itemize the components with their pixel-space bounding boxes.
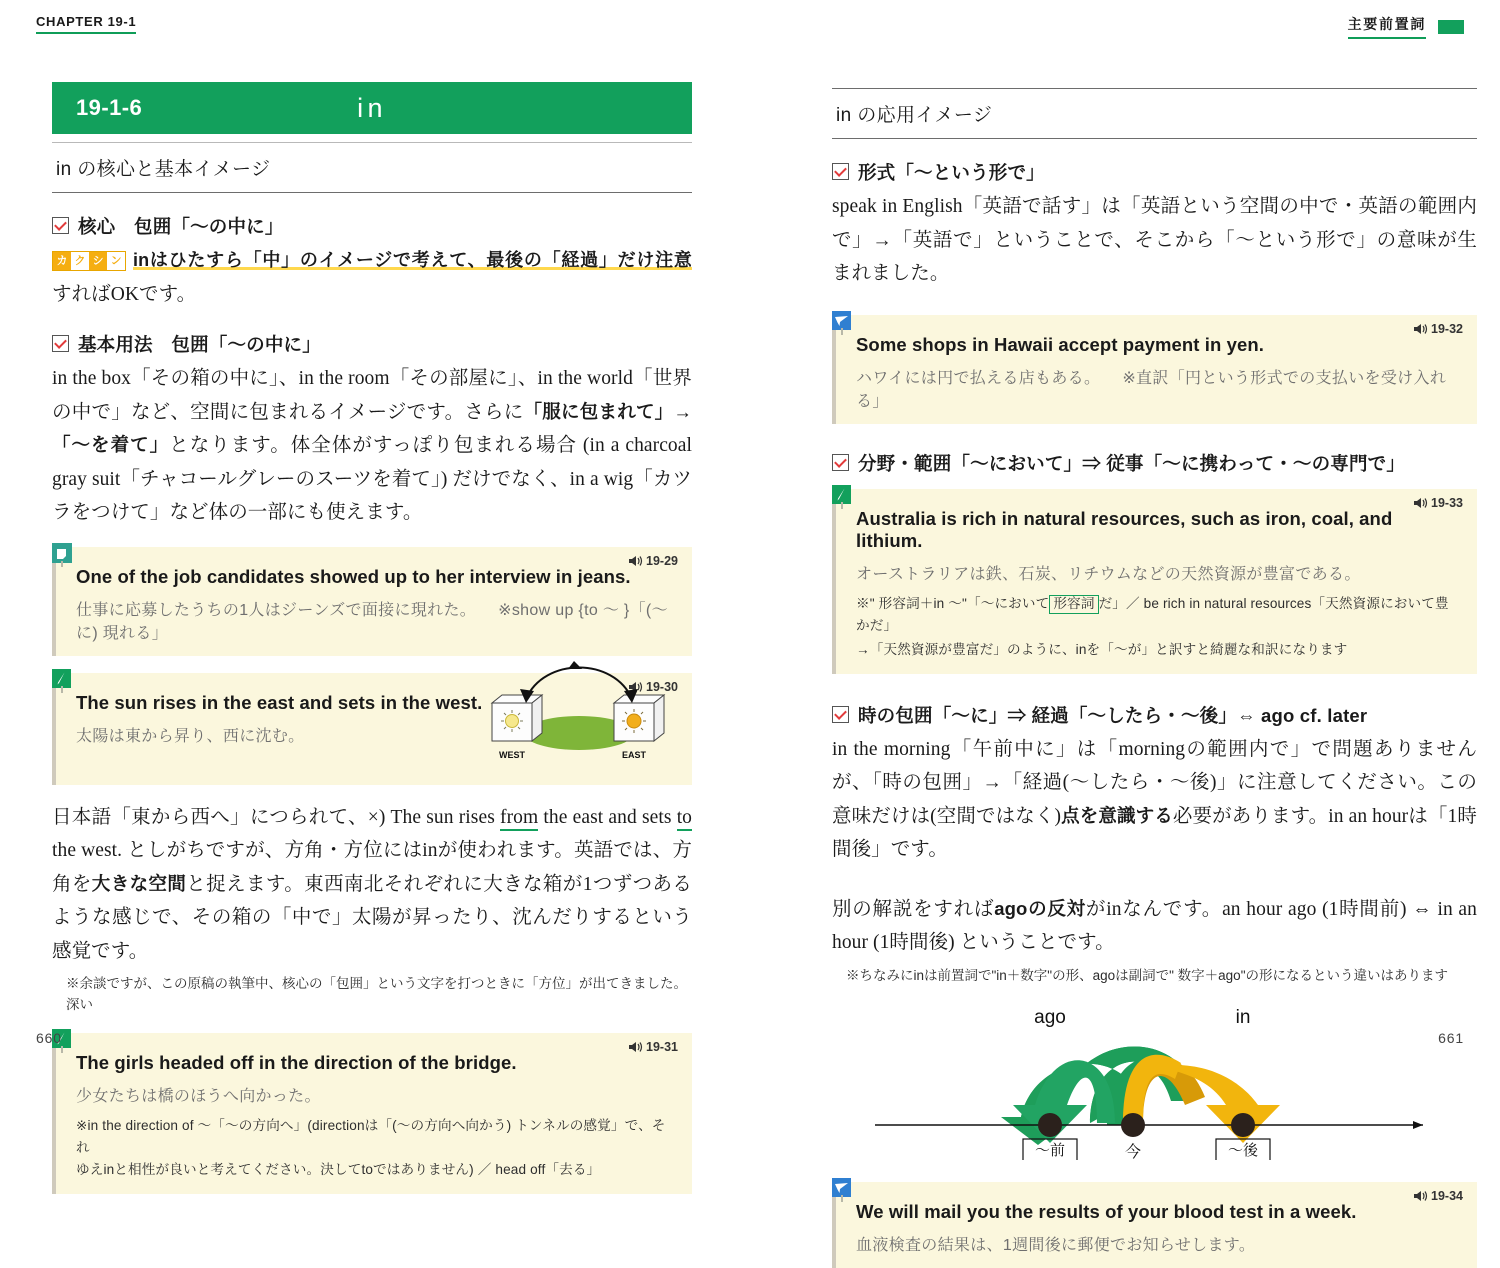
kakushin-char-1: カ	[53, 252, 71, 270]
check-icon	[832, 454, 849, 471]
note-boxed-term: 形容詞	[1049, 595, 1098, 614]
audio-number: 19-31	[646, 1040, 678, 1055]
diagram-label-west: WEST	[499, 749, 525, 760]
core-heading	[52, 213, 692, 239]
example-box-19-29	[52, 547, 692, 656]
timeline-label-ago: ago	[1033, 1006, 1066, 1028]
basic-heading	[52, 331, 692, 357]
core-heading-text: 核心 包囲「〜の中に」	[78, 216, 284, 237]
time-bold: 点を意識する	[1061, 804, 1173, 826]
audio-number: 19-32	[1431, 321, 1463, 336]
check-icon	[832, 706, 849, 723]
basic-bold-1: 「服に包まれて」→「〜を着て」	[52, 400, 692, 456]
audio-track-label	[628, 1040, 678, 1054]
example-japanese	[856, 365, 1461, 411]
folio-right: 661	[1438, 1030, 1464, 1046]
ago-paragraph	[832, 893, 1477, 960]
example-box-19-31	[52, 1033, 692, 1194]
explain-mid1: the east and sets	[538, 806, 677, 828]
example-english: Some shops in Hawaii accept payment in yen.	[856, 333, 1265, 355]
example-english: The girls headed off in the direction of the bridge.	[76, 1052, 517, 1074]
core-tail-text: すればOKです。	[52, 283, 197, 305]
diagram-label-east: EAST	[621, 749, 647, 760]
explain-paragraph	[52, 801, 692, 969]
unit-title-bar	[52, 82, 692, 134]
unit-word: in	[357, 92, 387, 123]
audio-track-label	[1413, 322, 1463, 336]
audio-number: 19-30	[646, 679, 678, 694]
timeline-point-future	[1231, 1113, 1255, 1137]
ago-note: ※ちなみにinは前置詞で"in＋数字"の形、agoは副詞で" 数字＋ago"の形になるという違いはあります	[846, 967, 1448, 983]
ago-pre: 別の解説をすれば	[832, 898, 995, 920]
example-japanese-text: 仕事に応募したうちの1人はジーンズで面接に現れた。	[76, 601, 477, 619]
pencil-icon	[52, 669, 74, 693]
right-section-heading: in の応用イメージ	[832, 88, 1477, 139]
audio-number: 19-34	[1431, 1188, 1463, 1203]
unit-number: 19-1-6	[76, 95, 143, 120]
explain-note: ※余談ですが、この原稿の執筆中、核心の「包囲」という文字を打つときに「方位」が出てきました。深い	[66, 976, 687, 1013]
ago-bold: agoの反対	[994, 897, 1086, 919]
explain-underline-to: to	[677, 807, 692, 831]
example-box-19-32	[832, 315, 1477, 424]
example-english: Australia is rich in natural resources, such as iron, coal, and lithium.	[856, 507, 1393, 551]
timeline-text-future: 〜後	[1227, 1141, 1258, 1159]
field-heading	[832, 450, 1477, 476]
basic-text-2: となります。体全体がすっぽり包まれる場合 (in a charcoal gray suit「チャコールグレーのスーツを着て」) だけでなく、in a wig「カツラをつけて」など体の一部にも使えます。	[52, 435, 692, 524]
kakushin-char-4: ン	[107, 252, 125, 270]
explain-underline-from: from	[500, 807, 538, 831]
speaker-icon	[1413, 323, 1428, 335]
audio-track-label	[628, 554, 678, 568]
example-box-19-33	[832, 489, 1477, 674]
plane-icon	[832, 311, 854, 335]
ago-post: がinなんです。an hour ago (1時間前) ⇔ in an hour (1時間後) ということです。	[832, 898, 1477, 954]
note-icon	[52, 543, 74, 567]
audio-number: 19-29	[646, 553, 678, 568]
speaker-icon	[628, 1041, 643, 1053]
example-japanese	[76, 597, 676, 643]
explain-bold: 大きな空間	[91, 872, 187, 894]
example-note-line-2: ゆえinと相性が良いと考えてください。決してtoではありません) ／ head off「去る」	[76, 1162, 601, 1178]
speaker-icon	[628, 555, 643, 567]
form-paragraph: speak in English「英語で話す」は「英語という空間の中で・英語の範囲内で」→「英語で」ということで、そこから「〜という形で」の意味が生まれました。	[832, 196, 1477, 285]
core-paragraph	[52, 244, 692, 311]
example-japanese: オーストラリアは鉄、石炭、リチウムなどの天然資源が豊富である。	[856, 565, 1361, 583]
example-english: One of the job candidates showed up to her interview in jeans.	[76, 565, 631, 587]
check-icon	[832, 163, 849, 180]
basic-text-1: in the box「その箱の中に」、in the room「その部屋に」、in the world「世界の中で」など、空間に包まれるイメージです。さらに	[52, 368, 692, 423]
kakushin-char-3: シ	[89, 252, 107, 270]
kakushin-char-2: ク	[71, 252, 89, 270]
core-marker-text: inはひたすら「中」のイメージで考えて、最後の「経過」だけ注意	[133, 250, 692, 270]
sun-direction-diagram	[474, 655, 684, 768]
chapter-label: CHAPTER 19-1	[36, 14, 136, 34]
explain-post: と捉えます。東西南北それぞれに大きな箱が1つずつあるような感じで、その箱の「中で」太陽が昇ったり、沈んだりするという感覚です。	[52, 873, 693, 962]
timeline-point-past	[1038, 1113, 1062, 1137]
explain-pre: 日本語「東から西へ」につられて、×) The sun rises	[52, 806, 501, 828]
example-english: The sun rises in the east and sets in the west.	[76, 691, 483, 713]
pencil-icon	[832, 485, 854, 509]
time-heading	[832, 702, 1477, 728]
ago-in-timeline-diagram	[832, 1005, 1477, 1160]
example-japanese: 太陽は東から昇り、西に沈む。	[76, 727, 305, 745]
example-japanese-note: ※直訳「円という形式での支払いを受け入れる」	[856, 369, 1447, 410]
example-japanese-text: ハワイには円で払える店もある。	[856, 369, 1101, 387]
check-icon	[52, 335, 69, 352]
example-english: We will mail you the results of your blood test in a week.	[856, 1200, 1357, 1222]
folio-left: 660	[36, 1030, 62, 1046]
right-column	[832, 0, 1477, 1268]
example-japanese: 少女たちは橋のほうへ向かった。	[76, 1088, 321, 1106]
audio-track-label	[1413, 496, 1463, 510]
audio-track-label	[1413, 1189, 1463, 1203]
audio-number: 19-33	[1431, 495, 1463, 510]
example-note-line-1	[856, 593, 1461, 637]
example-box-19-34	[832, 1182, 1477, 1268]
left-column	[52, 0, 692, 1194]
basic-heading-text: 基本用法 包囲「〜の中に」	[78, 334, 321, 356]
form-heading	[832, 159, 1477, 185]
speaker-icon	[1413, 1190, 1428, 1202]
example-japanese-note: ※show up {to 〜 }「(〜に) 現れる」	[76, 601, 668, 642]
basic-paragraph	[52, 362, 692, 530]
timeline-label-in: in	[1235, 1006, 1250, 1028]
section-label: 主要前置詞	[1348, 14, 1426, 39]
time-pre: in the morning「午前中に」は「morningの範囲内で」で問題ありませんが、「時の包囲」→「経過(〜したら・〜後)」に注意してください。この意味だけは(空間ではなく)	[832, 738, 1477, 827]
time-heading-text: 時の包囲「〜に」⇒ 経過「〜したら・〜後」⇔ ago cf. later	[858, 704, 1368, 726]
example-note-line-1: ※in the direction of 〜「〜の方向へ」(directionは「(〜の方向へ向かう) トンネルの感覚」で、それ	[76, 1118, 666, 1156]
kakushin-badge	[52, 251, 126, 271]
timeline-point-now	[1121, 1113, 1145, 1137]
time-paragraph	[832, 733, 1477, 867]
note-pre: ※" 形容詞＋in 〜"「〜において	[856, 595, 1050, 611]
note-post: だ」／ be rich in natural resources「天然資源において豊かだ」	[856, 595, 1449, 633]
timeline-text-now: 今	[1124, 1143, 1141, 1160]
time-post: 必要があります。in an hourは「1時間後」です。	[832, 805, 1477, 861]
form-heading-text: 形式「〜という形で」	[858, 162, 1045, 183]
timeline-text-past: 〜前	[1034, 1141, 1065, 1159]
example-japanese: 血液検査の結果は、1週間後に郵便でお知らせします。	[856, 1236, 1256, 1254]
field-heading-text: 分野・範囲「〜において」⇒ 従事「〜に携わって・〜の専門で」	[858, 452, 1406, 474]
speaker-icon	[1413, 497, 1428, 509]
example-box-19-30	[52, 673, 692, 785]
plane-icon	[832, 1178, 854, 1202]
explain-mid2: the west. としがちですが、方角・方位にはinが使われます。英語では、方角を	[52, 840, 692, 895]
example-note-line-2: →「天然資源が豊富だ」のように、inを「〜が」と訳すと綺麗な和訳になります	[856, 641, 1348, 657]
left-section-heading: in の核心と基本イメージ	[52, 143, 692, 193]
check-icon	[52, 217, 69, 234]
